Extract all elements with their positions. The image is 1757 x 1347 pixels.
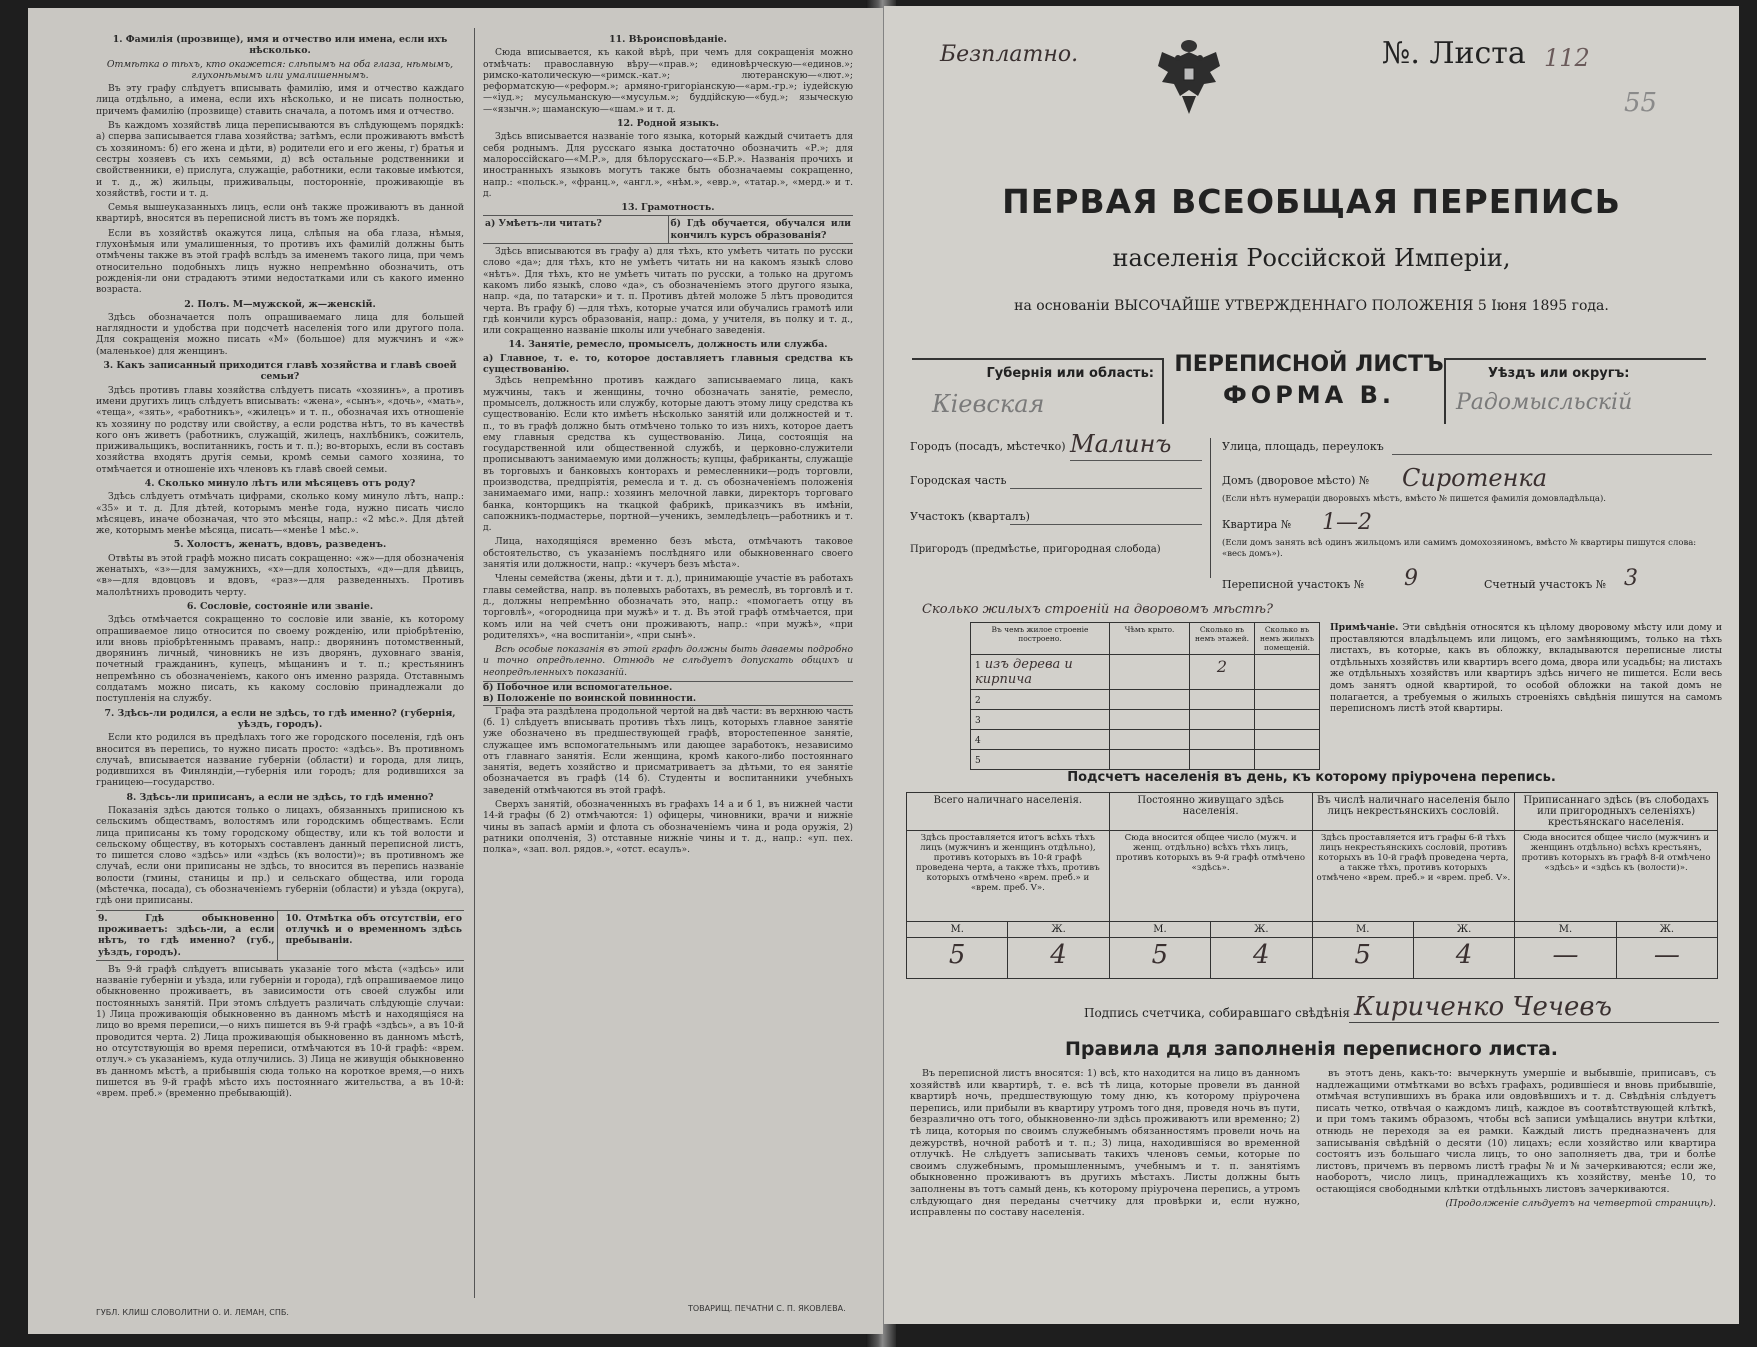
form-title: ПЕРВАЯ ВСЕОБЩАЯ ПЕРЕПИСЬ	[1002, 182, 1621, 221]
sheet-number-value: 112	[1544, 44, 1590, 72]
population-col-total: Всего наличнаго населенія.	[907, 793, 1110, 831]
population-header-row	[907, 793, 1718, 831]
house-label: Домъ (дворовое мѣсто) №	[1222, 474, 1370, 487]
house-value: Сиротенка	[1402, 464, 1548, 492]
section-13-title: 13. Грамотность.	[621, 202, 715, 214]
apartment-note: (Если домъ занять всѣ одинъ жильцомъ или самимъ домохозяиномъ, вмѣсто № квартиры пишутся слова: «весь домъ»).	[1222, 538, 1697, 559]
city-label: Городъ (посадъ, мѣстечко)	[910, 440, 1066, 453]
left-page-instructions	[28, 8, 883, 1334]
buildings-material-value: изъ дерева и кирпича	[975, 657, 1073, 687]
buildings-cell-rooms	[1255, 750, 1320, 770]
section-8-text: Показанія здѣсь даются только о лицахъ, обязанныхъ приписною къ сельскимъ обществамъ, волостямъ или городскимъ обществамъ. Если лица приписаны къ тому городскому обществу, или къ той волости и сельскому обществу, въ которыхъ составленъ данный переписной листъ, то пишется слово «здѣсь» или «здѣсь (къ волости)»; въ противномъ же случаѣ, если они приписаны не здѣсь, то вносится въ перепись названіе волости (гмины, станицы и пр.) и сельскаго общества, или города (мѣстечка, посада), съ обозначеніемъ губерніи (области) и уѣзда (округа), гдѣ они приписаны.	[96, 805, 464, 907]
buildings-row-number: 3	[975, 716, 981, 726]
section-14-text: Члены семейства (жены, дѣти и т. д.), принимающіе участіе въ работахъ главы семейства, напр. въ полевыхъ работахъ, въ ремеслѣ, въ торговлѣ и т. д., должны непремѣнно обозначать это, напр.: «помогаетъ отцу въ торговлѣ», «огородница при мужѣ» и т. д. Въ этой графѣ отмѣчается, при комъ или на чей счетъ они проживаютъ, напр.: «при мужѣ», «при родителяхъ», «на воспитаніи», «при сынѣ».	[483, 573, 853, 641]
buildings-cell-floors	[1190, 690, 1255, 710]
house-note: (Если нѣтъ нумераціи дворовыхъ мѣстъ, вмѣсто № пишется фамилія домовладѣльца).	[1222, 494, 1606, 504]
buildings-cell-rooms	[1255, 690, 1320, 710]
sex-label-cell: Ж.	[1616, 922, 1717, 938]
population-value-row	[907, 938, 1718, 979]
population-desc: Сюда вносится общее число (мужчинъ и женщинъ отдѣльно) всѣхъ крестьянъ, противъ которыхъ въ графѣ 8-й отмѣчено «здѣсь» и «здѣсь къ (волости)».	[1515, 831, 1718, 922]
section-3-title: 3. Какъ записанный приходится главѣ хозяйства и главѣ своей семьи?	[103, 360, 457, 383]
section-14-text: Сверхъ занятій, обозначенныхъ въ графахъ 14 а и б 1, въ нижней части 14-й графы (б 2) отмѣчаются: 1) офицеры, чиновники, врачи и нижніе чины въ запасѣ арміи и флота съ обозначеніемъ чина и рода оружія, 2) ратники ополченія, 3) отставные нижніе чины и т. д., напр.: «уп. пех. полка», «зап. вол. рядов.», «отст. есаулъ».	[483, 799, 853, 856]
section-13-subheaders	[483, 215, 853, 244]
buildings-row	[971, 655, 1320, 690]
sex-label-cell: Ж.	[1211, 922, 1312, 938]
section-14-text: Всѣ особые показанія въ этой графѣ должны быть даваемы подробно и точно опредѣленно. Отнюдь не слѣдуетъ допускать общихъ и неопредѣленныхъ показаній.	[483, 644, 853, 678]
buildings-question: Сколько жилыхъ строеній на дворовомъ мѣстѣ?	[922, 602, 1273, 617]
sections-9-10-header	[96, 910, 464, 961]
section-1-text: Если въ хозяйствѣ окажутся лица, слѣпыя на оба глаза, нѣмыя, глухонѣмыя или умалишенныя, то противъ ихъ фамилій должны быть отмѣчены также въ этой графѣ вслѣдъ за именемъ такого лица, при чемъ относительно подобныхъ лицъ нужно непремѣнно обозначить, отъ рожденія-ли они страдаютъ этими недостатками или съ какого именно возраста.	[96, 227, 464, 296]
gubernia-box	[912, 358, 1164, 424]
buildings-cell-material	[971, 750, 1110, 770]
buildings-col-floors: Сколько въ немъ этажей.	[1190, 623, 1255, 655]
buildings-row	[971, 730, 1320, 750]
buildings-row	[971, 690, 1320, 710]
population-value-cell: —	[1515, 938, 1616, 979]
address-right	[1222, 438, 1712, 578]
population-value-cell: 4	[1211, 938, 1312, 979]
section-6-text: Здѣсь отмѣчается сокращенно то сословіе или званіе, къ которому опрашиваемое лицо относится по своему рожденію, или пріобрѣтенію, или вновь пріобрѣтеннымъ правамъ, напр.: дворянинъ потомственный, дворянинъ личный, чиновникъ не изъ дворянъ, духовнаго званія, почетный гражданинъ, купецъ, мѣщанинъ и т. п.; крестьянинъ непремѣнно съ обозначеніемъ, какого онъ именно разряда. Отставнымъ солдатамъ можно писать, къ какому сословію принадлежали до поступленія на службу.	[96, 614, 464, 705]
population-value-cell: —	[1616, 938, 1717, 979]
section-1-text: Семья вышеуказанныхъ лицъ, если онѣ также проживаютъ въ данной квартирѣ, вносятся въ переписной листъ въ томъ же порядкѣ.	[96, 202, 464, 225]
instructions-column-1	[96, 32, 464, 1292]
section-1-title: 1. Фамилія (прозвище), имя и отчество или имена, если ихъ нѣсколько.	[112, 34, 448, 57]
population-desc: Здѣсь проставляется итогъ всѣхъ тѣхъ лицъ (мужчинъ и женщинъ отдѣльно), противъ которыхъ въ 10-й графѣ проведена черта, а также тѣхъ, противъ которыхъ отмѣчено «врем. преб.» и «врем. преб. V».	[907, 831, 1110, 922]
section-4-text: Здѣсь слѣдуетъ отмѣчать цифрами, сколько кому минуло лѣтъ, напр.: «35» и т. д. Для дѣтей, которымъ менѣе года, нужно писать число мѣсяцевъ, иначе обозначая, что это мѣсяцы, напр.: «2 мѣс.». Для дѣтей же, которымъ менѣе мѣсяца, писать—«менѣе 1 мѣс.».	[96, 491, 464, 537]
rules-title: Правила для заполненія переписного листа.	[1064, 1038, 1559, 1060]
population-desc: Сюда вносится общее число (мужч. и женщ. отдѣльно) всѣхъ тѣхъ лицъ, противъ которыхъ въ 9-й графѣ отмѣчено «здѣсь».	[1109, 831, 1312, 922]
count-district-label: Счетный участокъ №	[1484, 578, 1607, 591]
section-12-text: Здѣсь вписывается названіе того языка, который каждый считаетъ для себя роднымъ. Для русскаго языка достаточно обозначить «Р.»; для малороссійскаго—«М.Р.», для бѣлорусскаго—«Б.Р.». Названія прочихъ и иностранныхъ языковъ могутъ также быть обозначаемы сокращенно, напр.: «польск.», «франц.», «англ.», «нѣм.», «евр.», «татар.», «мерд.» и т. д.	[483, 131, 853, 199]
sex-label-cell: М.	[1312, 922, 1413, 938]
section-14-title: 14. Занятіе, ремесло, промыселъ, должность или служба.	[508, 339, 828, 351]
rules-column-1	[910, 1068, 1300, 1221]
rules-column-2	[1316, 1068, 1716, 1209]
population-value-cell: 5	[1312, 938, 1413, 979]
buildings-cell-material	[971, 690, 1110, 710]
section-4-title: 4. Сколько минуло лѣтъ или мѣсяцевъ отъ роду?	[144, 477, 416, 489]
section-1-note: Отмѣтка о тѣхъ, кто окажется: слѣпымъ на оба глаза, нѣмымъ, глухонѣмымъ или умалишеннымъ.	[106, 58, 454, 81]
street-underline	[1392, 454, 1712, 455]
population-sex-label-row	[907, 922, 1718, 938]
buildings-col-material: Въ чемъ жилое строеніе построено.	[971, 623, 1110, 655]
section-9-text: Въ 9-й графѣ слѣдуетъ вписывать указаніе того мѣста («здѣсь» или названіе губерніи и уѣзда, или губерніи и города), гдѣ опрашиваемое лицо обыкновенно проживаетъ, въ зависимости отъ своей службы или постоянныхъ занятій. При этомъ слѣдуетъ различать слѣдующіе случаи: 1) Лица проживающія обыкновенно въ данномъ мѣстѣ и находящіяся на лицо во время переписи,—о нихъ пишется въ 9-й графѣ «здѣсь», а въ 10-й проводится черта. 2) Лица проживающія обыкновенно въ данномъ мѣстѣ, но отсутствующія во время переписи, отмѣчаются въ 10-й графѣ: «врем. отлуч.» съ указаніемъ, куда отлучились. 3) Лица не живущія обыкновенно въ данномъ мѣстѣ, а прибывшія сюда только на короткое время,—о нихъ пишется въ 9-й графѣ мѣсто ихъ постояннаго жительства, а въ 10-й: «врем. преб.» (временно пребывающій).	[96, 963, 464, 1100]
section-10-title: 10. Отмѣтка объ отсутствіи, его отлучкѣ и о временномъ здѣсь пребываніи.	[285, 912, 462, 947]
buildings-cell-roof	[1110, 730, 1190, 750]
section-5-title: 5. Холостъ, женатъ, вдовъ, разведенъ.	[173, 539, 387, 551]
sex-label-cell: Ж.	[1413, 922, 1514, 938]
population-col-permanent: Постоянно живущаго здѣсь населенія.	[1109, 793, 1312, 831]
district-underline	[1010, 524, 1202, 525]
buildings-cell-rooms	[1255, 710, 1320, 730]
uezd-value: Радомысльскій	[1456, 390, 1633, 415]
section-13a-title: а) Умѣетъ-ли читать?	[483, 216, 669, 243]
sheet-number-label: №. Листа	[1382, 36, 1526, 71]
city-part-label: Городская часть	[910, 474, 1007, 487]
double-headed-eagle-emblem	[1154, 36, 1224, 122]
section-14-text: Здѣсь непремѣнно противъ каждаго записываемаго лица, какъ мужчины, такъ и женщины, точно обозначать занятіе, ремесло, промыселъ, должность или службу, которые даютъ этому лицу средства къ существованію. Если кто имѣетъ нѣсколько занятій или должностей и т. п., то въ графѣ должно быть отмѣчено только то изъ нихъ, которое даетъ ему главныя средства къ существованію. Лица, состоящія на государственной или общественной службѣ, и церковно-служители прописываютъ занимаемую ими должность; купцы, фабриканты, служащіе въ торговыхъ и банковыхъ конторахъ и ремесленники—родъ торговли, производства, предпріятія, ремесла и т. д. съ обозначеніемъ положенія занимаемаго ими, напр.: хозяинъ мелочной лавки, директоръ торговаго банка, конторщикъ на ткацкой фабрикѣ, приказчикъ въ имѣніи, сапожникъ-подмастерье, портной—ученикъ, земледѣлецъ—работникъ и т. д.	[483, 375, 853, 534]
legal-basis: на основаніи ВЫСОЧАЙШЕ УТВЕРЖДЕННАГО ПОЛОЖЕНІЯ 5 Іюня 1895 года.	[1014, 298, 1609, 314]
street-label: Улица, площадь, переулокъ	[1222, 440, 1384, 453]
apartment-label: Квартира №	[1222, 518, 1292, 531]
archive-page-number: 55	[1624, 88, 1658, 118]
signature-label: Подпись счетчика, собиравшаго свѣдѣнія	[1084, 1006, 1350, 1020]
section-14-text: Графа эта раздѣлена продольной чертой на двѣ части: въ верхнюю часть (б. 1) слѣдуетъ вписывать противъ тѣхъ лицъ, которыхъ главное занятіе уже обозначено въ предшествующей графѣ, второстепенное занятіе, служащее имъ вспомогательнымъ или дающее заработокъ, независимо отъ главнаго занятія. Если женщина, кромѣ какого-либо постояннаго занятія, ведетъ хозяйство и присматриваетъ за дѣтьми, то ея занятіе обозначается въ графѣ (14 б). Студенты и воспитанники учебныхъ заведеній отмѣчаются въ этой графѣ.	[483, 705, 853, 796]
signature-underline	[1349, 1022, 1719, 1023]
census-district-label: Переписной участокъ №	[1222, 578, 1365, 591]
population-col-non-peasant: Въ числѣ наличнаго населенія было лицъ некрестьянскихъ сословій.	[1312, 793, 1515, 831]
buildings-row-number: 5	[975, 756, 981, 766]
form-letter: ФОРМА В.	[1222, 381, 1395, 409]
section-2-text: Здѣсь обозначается полъ опрашиваемаго лица для большей наглядности и удобства при подсчетѣ населенія того или другого пола. Для сокращенія можно писать «М» (большое) для мужчинъ и «ж» (маленькое) для женщинъ.	[96, 311, 464, 357]
buildings-cell-floors	[1190, 730, 1255, 750]
census-district-value: 9	[1404, 566, 1418, 591]
buildings-cell-floors	[1190, 710, 1255, 730]
section-11-title: 11. Вѣроисповѣданіе.	[609, 34, 727, 45]
section-13-text: Здѣсь вписываются въ графу а) для тѣхъ, кто умѣетъ читать по русски слово «да»; для тѣхъ, кто не умѣетъ читать ни на какомъ языкѣ слово «нѣтъ». Для тѣхъ, кто не умѣетъ читать по русски, а только на другомъ какомъ либо языкѣ, слово «да», съ обозначеніемъ этого другого языка, напр. «да, по татарски» и т. п. Противъ дѣтей моложе 5 лѣтъ проводится черта. Въ графу б) —для тѣхъ, которые учатся или обучались грамотѣ или гдѣ кончили курсъ образованія, напр.: дома, у учителя, въ полку и т. д., или сокращенно названіе школы или учебнаго заведенія.	[483, 246, 853, 337]
rules-text: въ этотъ день, какъ-то: вычеркнуть умершіе и выбывшіе, приписавъ, съ надлежащими отмѣтками во всѣхъ графахъ, родившіеся и вновь прибывшіе, отмѣчая вступившихъ въ брака или овдовѣвшихъ и т. д. Свѣдѣнія слѣдуетъ писать четко, отвѣчая о каждомъ лицѣ, каждое въ соотвѣтствующей клѣткѣ, и при томъ такимъ образомъ, чтобы всѣ записи умѣщались внутри клѣтки, отнюдь не переходя за ея рамки. Каждый листъ предназначенъ для записыванія свѣдѣній о десяти (10) лицахъ; если хозяйство или квартира состоятъ изъ большаго числа лицъ, то оно заполняетъ два, три и болѣе листовъ, причемъ въ первомъ листѣ графы № и № зачеркиваются; если же, наоборотъ, число лицъ, принадлежащихъ къ хозяйству, менѣе 10, то остающіяся свободными клѣтки отдѣльныхъ листовъ зачеркиваются.	[1316, 1068, 1716, 1195]
section-9-title: 9. Гдѣ обыкновенно проживаетъ: здѣсь-ли, а если нѣтъ, то гдѣ именно? (губ., уѣздъ, городъ).	[96, 911, 278, 960]
buildings-row	[971, 710, 1320, 730]
buildings-note-text: Эти свѣдѣнія относятся къ цѣлому дворовому мѣсту или дому и проставляются владѣльцемъ или лицомъ, его замѣняющимъ, только на тѣхъ листахъ, въ которые, какъ въ обложку, вкладываются переписные листы отдѣльныхъ хозяйствъ или квартиръ всего дома, двора или усадьбы; на листахъ же отдѣльныхъ хозяйствъ или квартиръ здѣсь ничего не пишется. Если весь домъ занятъ одной квартирой, то особой обложки на такой домъ не полагается, а требуемыя о жилыхъ строеніяхъ свѣдѣнія пишутся на самомъ переписномъ листѣ этой квартиры.	[1330, 622, 1723, 715]
population-value-cell: 5	[1109, 938, 1210, 979]
section-8-title: 8. Здѣсь-ли приписанъ, а если не здѣсь, то гдѣ именно?	[126, 791, 434, 803]
buildings-cell-roof	[1110, 655, 1190, 690]
sex-label-cell: М.	[907, 922, 1008, 938]
sheet-type-title: ПЕРЕПИСНОЙ ЛИСТЪ	[1174, 352, 1444, 377]
city-part-underline	[1010, 488, 1202, 489]
suburb-label: Пригородъ (предмѣстье, пригородная слобода)	[910, 544, 1161, 555]
population-desc-row	[907, 831, 1718, 922]
buildings-row	[971, 750, 1320, 770]
gubernia-value: Кіевская	[932, 390, 1045, 418]
rules-text: Въ переписной листъ вносятся: 1) всѣ, кто находится на лицо въ данномъ хозяйствѣ или квартирѣ, т. е. всѣ тѣ лица, которые провели въ данной квартирѣ ночь, предшествующую тому дню, къ которому пріурочена перепись, или прибыли въ квартиру утромъ того дня, проведя ночь въ пути, безразлично отъ того, обыкновенно-ли здѣсь проживаютъ или временно; 2) тѣ лица, которыя по своимъ служебнымъ обязанностямъ провели ночь на дежурствѣ, ночной работѣ и т. п.; 3) лица, находившіяся во временной отлучкѣ. Не слѣдуетъ записывать такихъ членовъ семьи, которые по своимъ служебнымъ, промышленнымъ, учебнымъ и т. п. занятіямъ обыкновенно проживаютъ въ другихъ мѣстахъ. Листы должны быть заполнены въ тотъ самый день, къ которому пріурочена перепись, а утромъ слѣдующаго дня переданы счетчику для провѣрки и, если нужно, исправлены по составу населенія.	[910, 1068, 1300, 1219]
form-subtitle: населенія Россійской Имперіи,	[1112, 244, 1511, 272]
section-14b-title: б) Побочное или вспомогательное.	[483, 681, 853, 693]
buildings-table	[970, 622, 1320, 770]
section-6-title: 6. Сословіе, состояніе или званіе.	[186, 600, 374, 612]
uezd-label: Уѣздъ или округъ:	[1488, 366, 1630, 381]
buildings-note-label: Примѣчаніе.	[1330, 622, 1399, 633]
section-7-text: Если кто родился въ предѣлахъ того же городского поселенія, гдѣ онъ вносится въ перепись, то нужно писать просто: «здѣсь». Въ противномъ случаѣ, вписывается название губерніи (области) и города, для лицъ, родившихся въ Финляндіи,—губернія или городъ; для родившихся за границею—государство.	[96, 732, 464, 789]
buildings-cell-roof	[1110, 690, 1190, 710]
sex-label-cell: М.	[1109, 922, 1210, 938]
sex-label-cell: М.	[1515, 922, 1616, 938]
address-block	[910, 430, 1710, 578]
printer-imprint: ГУБЛ. КЛИШ СЛОВОЛИТНИ О. И. ЛЕМАН, СПБ.	[96, 1308, 289, 1317]
buildings-row-number: 2	[975, 696, 981, 706]
buildings-cell-rooms	[1255, 730, 1320, 750]
buildings-cell-floors: 2	[1190, 655, 1255, 690]
population-value-cell: 5	[907, 938, 1008, 979]
buildings-cell-floors	[1190, 750, 1255, 770]
section-14a-title: а) Главное, т. е. то, которое доставляетъ главныя средства къ существованію.	[483, 352, 853, 376]
buildings-row-number: 4	[975, 736, 981, 746]
section-3-text: Здѣсь противъ главы хозяйства слѣдуетъ писать «хозяинъ», а противъ имени другихъ лицъ слѣдуетъ вписывать: «жена», «сынъ», «дочь», «мать», «теща», «зять», «работникъ», «жилецъ» и т. п., обозначая ихъ отношеніе къ хозяину по родству или свойству, а если родства нѣтъ, то въ качествѣ кого онъ живетъ (работникъ, служащій, жилецъ, нахлѣбникъ, сожитель, приживальщикъ, воспитанникъ, гость и т. п.); во-вторыхъ, если въ составъ хозяйства входятъ другія семьи, кромѣ семьи самого хозяина, то отмѣчается и отношеніе ихъ членовъ къ главѣ своей семьи.	[96, 384, 464, 475]
section-14-text: Лица, находящіяся временно безъ мѣста, отмѣчаютъ таковое обстоятельство, съ указаніемъ послѣдняго или обыкновеннаго своего занятія или должности, напр.: «кучеръ безъ мѣста».	[483, 536, 853, 571]
buildings-cell-rooms	[1255, 655, 1320, 690]
population-col-peasant: Приписаннаго здѣсь (въ слободахъ или пригородныхъ селеніяхъ) крестьянскаго населенія.	[1515, 793, 1718, 831]
instructions-column-2	[483, 32, 853, 1292]
address-left	[910, 430, 1211, 578]
buildings-cell-material	[971, 730, 1110, 750]
buildings-cell-material	[971, 710, 1110, 730]
buildings-note	[1330, 622, 1722, 715]
section-12-title: 12. Родной языкъ.	[617, 118, 719, 130]
uezd-box	[1444, 358, 1706, 424]
buildings-header-row	[971, 623, 1320, 655]
section-11-text: Сюда вписывается, къ какой вѣрѣ, при чемъ для сокращенія можно отмѣчать: православную вѣру—«прав.»; единовѣрческую—«единов.»; римско-католическую—«римск.-кат.»; лютеранскую—«лют.»; реформатскую—«реформ.»; армяно-григоріанскую—«арм.-гр.»; іудейскую—«іуд.»; мусульманскую—«мусульм.»; буддійскую—«буд.»; языческую—«язычн.»; шаманскую—«шам.» и т. д.	[483, 47, 853, 115]
population-value-cell: 4	[1008, 938, 1109, 979]
population-count-table	[906, 792, 1718, 979]
right-page-census-form	[884, 6, 1739, 1324]
section-2-title: 2. Полъ. М—мужской, ж—женскій.	[184, 298, 376, 310]
sex-label-cell: Ж.	[1008, 922, 1109, 938]
population-desc: Здѣсь проставляется итъ графы 6-й тѣхъ лицъ некрестьянскихъ сословій, противъ которыхъ въ 10-й графѣ проведена черта, а также тѣхъ, противъ которыхъ отмѣчено «врем. преб.» и «врем. преб. V».	[1312, 831, 1515, 922]
buildings-table-body	[971, 655, 1320, 770]
section-14c-title: в) Положеніе по воинской повинности.	[483, 693, 853, 705]
buildings-cell-roof	[1110, 750, 1190, 770]
section-1-text: Въ эту графу слѣдуетъ вписывать фамилію, имя и отчество каждаго лица отдѣльно, а имена, если ихъ нѣсколько, и не писать полностью, причемъ фамилію (прозвище) ставить сначала, а потомъ имя и отчество.	[96, 83, 464, 117]
gubernia-label: Губернія или область:	[986, 366, 1154, 381]
section-7-title: 7. Здѣсь-ли родился, а если не здѣсь, то гдѣ именно? (губернія, уѣздъ, городъ).	[104, 707, 456, 730]
buildings-col-roof: Чѣмъ крыто.	[1110, 623, 1190, 655]
population-value-cell: 4	[1413, 938, 1514, 979]
buildings-col-rooms: Сколько въ немъ жилыхъ помещеній.	[1255, 623, 1320, 655]
buildings-cell-roof	[1110, 710, 1190, 730]
column-divider	[474, 28, 475, 1298]
section-5-text: Отвѣты въ этой графѣ можно писать сокращенно: «ж»—для обозначенія женатыхъ, «з»—для замужнихъ, «х»—для холостыхъ, «д»—для дѣвицъ, «в»—для вдовцовъ и вдовъ, «раз»—для разведенныхъ. Противъ малолѣтнихъ проводить черту.	[96, 552, 464, 598]
population-count-title: Подсчетъ населенія въ день, къ которому пріурочена перепись.	[1067, 770, 1556, 785]
count-district-value: 3	[1624, 566, 1638, 591]
section-1-text: Въ каждомъ хозяйствѣ лица переписываются въ слѣдующемъ порядкѣ: а) сперва записывается глава хозяйства; затѣмъ, если проживаютъ вмѣстѣ съ хозяиномъ: б) его жена и дѣти, в) родители его и его жены, г) братья и сестры хозяевъ съ ихъ семьями, д) всѣ остальные родственники и свойственники, е) прислуга, служащіе, работники, если таковые имѣются, и т. д., ж) жильцы, приживальцы, посторонніе, проживающіе въ хозяйствѣ, гости и т. д.	[96, 120, 464, 199]
city-underline	[1070, 460, 1202, 461]
continued-note: (Продолженіе слѣдуетъ на четвертой страницѣ).	[1445, 1197, 1716, 1209]
enumerator-signature: Кириченко Чечевъ	[1354, 992, 1612, 1022]
printer-imprint: ТОВАРИЩ. ПЕЧАТНИ С. П. ЯКОВЛЕВА.	[688, 1304, 846, 1313]
buildings-cell-material	[971, 655, 1110, 690]
city-value: Малинъ	[1070, 430, 1172, 458]
buildings-row-number: 1	[975, 661, 981, 671]
district-label: Участокъ (кварталъ)	[910, 510, 1030, 523]
free-label: Безплатно.	[940, 42, 1079, 67]
form-heading	[1164, 352, 1454, 409]
apartment-value: 1—2	[1322, 510, 1372, 535]
section-13b-title: б) Гдѣ обучается, обучался или кончилъ курсъ образованія?	[670, 218, 851, 241]
